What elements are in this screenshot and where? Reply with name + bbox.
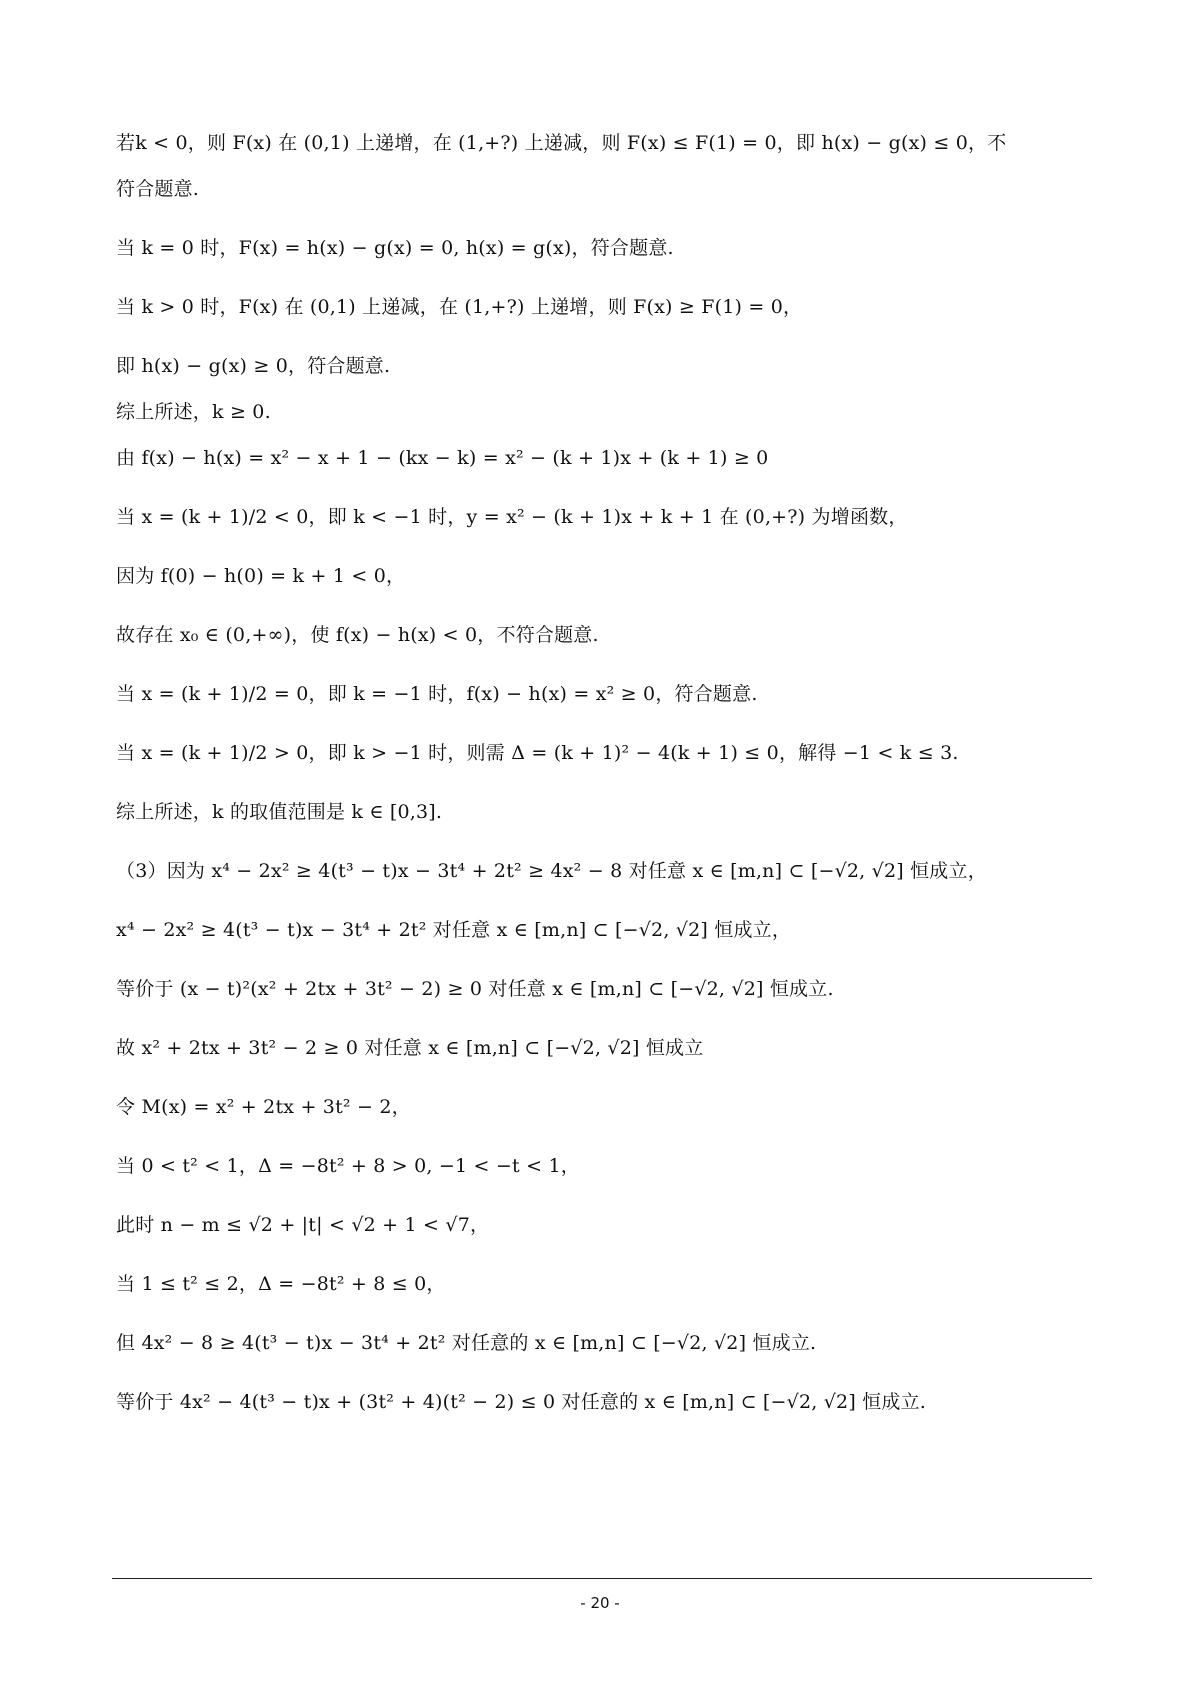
text-line: 等价于 (x − t)²(x² + 2tx + 3t² − 2) ≥ 0 对任意 x ∈ [m,n] ⊂ [−√2, √2] 恒成立. — [116, 978, 834, 1000]
text-line: 故 x² + 2tx + 3t² − 2 ≥ 0 对任意 x ∈ [m,n] ⊂ [−√2, √2] 恒成立 — [116, 1037, 704, 1059]
text-line: 综上所述，k 的取值范围是 k ∈ [0,3]. — [116, 801, 443, 823]
text-line: 符合题意. — [116, 178, 200, 200]
text-line: x⁴ − 2x² ≥ 4(t³ − t)x − 3t⁴ + 2t² 对任意 x ∈ [m,n] ⊂ [−√2, √2] 恒成立， — [116, 919, 792, 941]
text-line: 等价于 4x² − 4(t³ − t)x + (3t² + 4)(t² − 2) ≤ 0 对任意的 x ∈ [m,n] ⊂ [−√2, √2] 恒成立. — [116, 1391, 927, 1413]
text-line: 故存在 x₀ ∈ (0,+∞)，使 f(x) − h(x) < 0，不符合题意. — [116, 624, 599, 646]
text-line: 因为 f(0) − h(0) = k + 1 < 0， — [116, 565, 406, 587]
text-line: 但 4x² − 8 ≥ 4(t³ − t)x − 3t⁴ + 2t² 对任意的 x ∈ [m,n] ⊂ [−√2, √2] 恒成立. — [116, 1332, 817, 1354]
text-line: 综上所述，k ≥ 0. — [116, 401, 271, 423]
text-line: 此时 n − m ≤ √2 + |t| < √2 + 1 < √7， — [116, 1214, 490, 1236]
text-line: 若k < 0，则 F(x) 在 (0,1) 上递增，在 (1,+?) 上递减，则 F(x) ≤ F(1) = 0，即 h(x) − g(x) ≤ 0，不 — [116, 132, 1007, 154]
text-line: 当 0 < t² < 1，Δ = −8t² + 8 > 0, −1 < −t < 1， — [116, 1155, 580, 1177]
text-line: 由 f(x) − h(x) = x² − x + 1 − (kx − k) = x² − (k + 1)x + (k + 1) ≥ 0 — [116, 447, 769, 469]
text-line: 当 x = (k + 1)/2 = 0，即 k = −1 时，f(x) − h(x) = x² ≥ 0，符合题意. — [116, 683, 758, 705]
text-line: 当 x = (k + 1)/2 < 0，即 k < −1 时，y = x² − (k + 1)x + k + 1 在 (0,+?) 为增函数， — [116, 506, 908, 528]
footer-divider — [112, 1578, 1092, 1579]
text-line: 当 k > 0 时，F(x) 在 (0,1) 上递减，在 (1,+?) 上递增，则 F(x) ≥ F(1) = 0， — [116, 296, 803, 318]
text-line: 即 h(x) − g(x) ≥ 0，符合题意. — [116, 355, 391, 377]
text-line: 令 M(x) = x² + 2tx + 3t² − 2， — [116, 1096, 411, 1118]
text-line: 当 k = 0 时，F(x) = h(x) − g(x) = 0, h(x) = g(x)，符合题意. — [116, 237, 674, 259]
solution-text — [116, 128, 1086, 1446]
text-line: （3）因为 x⁴ − 2x² ≥ 4(t³ − t)x − 3t⁴ + 2t² ≥ 4x² − 8 对任意 x ∈ [m,n] ⊂ [−√2, √2] 恒成立， — [116, 860, 987, 882]
page-number: - 20 - — [580, 1594, 620, 1612]
text-line: 当 x = (k + 1)/2 > 0，即 k > −1 时，则需 Δ = (k + 1)² − 4(k + 1) ≤ 0，解得 −1 < k ≤ 3. — [116, 742, 959, 764]
text-line: 当 1 ≤ t² ≤ 2，Δ = −8t² + 8 ≤ 0， — [116, 1273, 446, 1295]
